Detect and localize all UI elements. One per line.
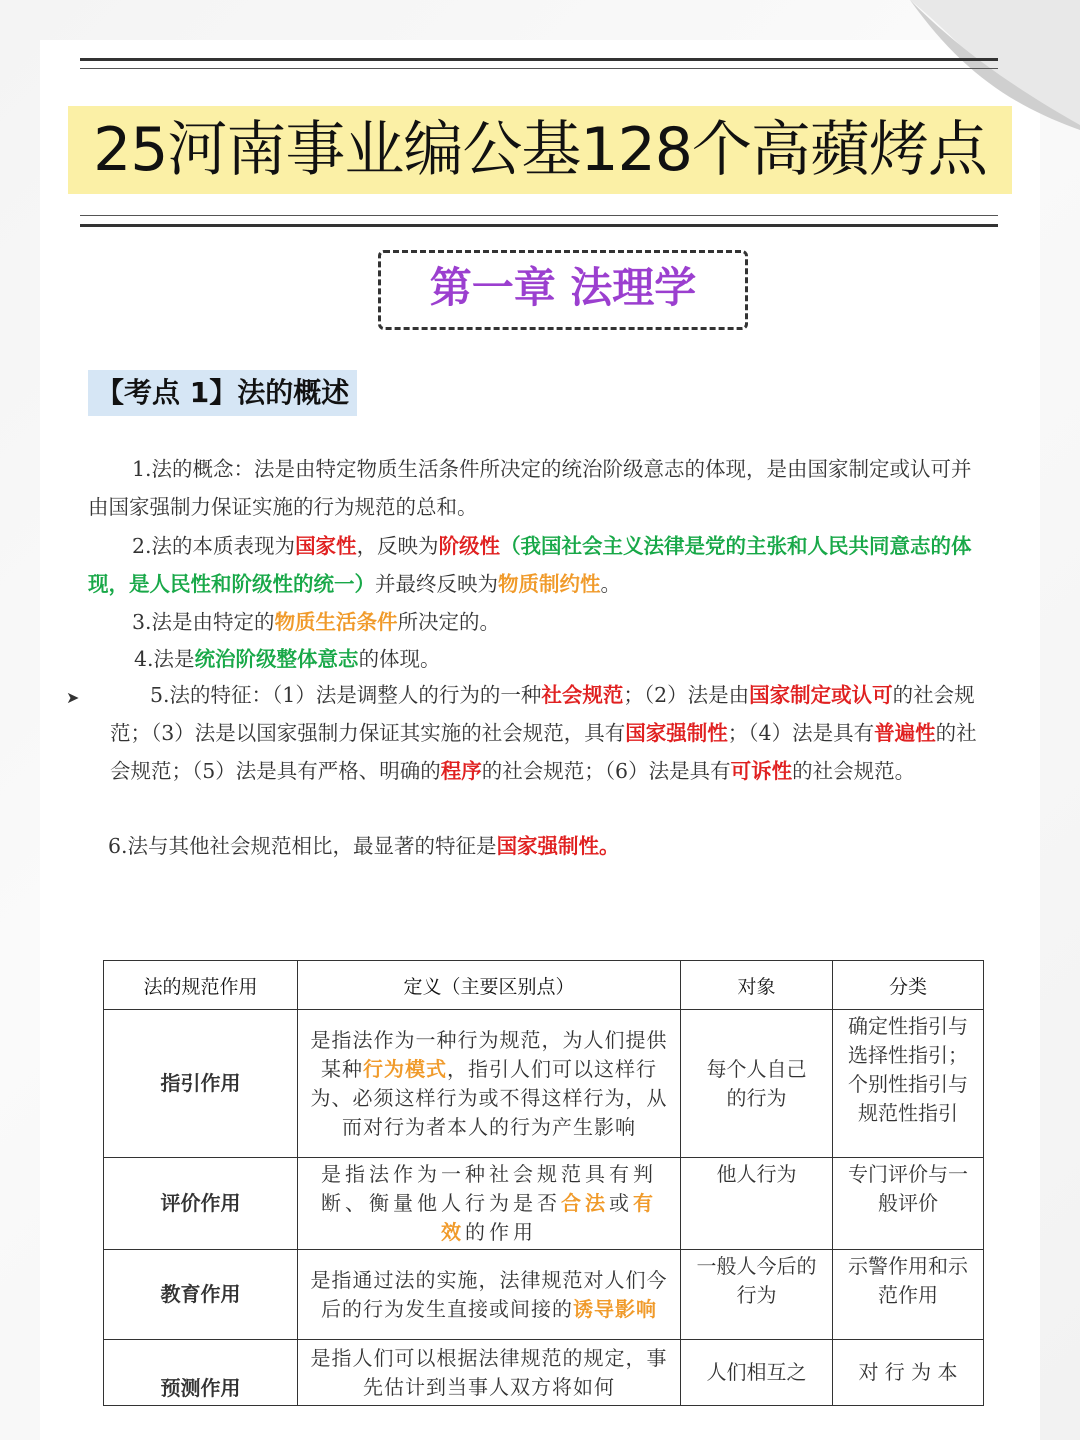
table-row [104, 1340, 984, 1406]
table-cell-object: 他人行为 [681, 1158, 833, 1250]
p2-text: 2.法的本质表现为 [132, 534, 296, 558]
p5-text: ；（2）法是由 [623, 683, 750, 707]
top-rule-thin [80, 68, 998, 69]
table-cell-definition [298, 1010, 681, 1158]
p5-text: 5.法的特征：（1）法是调整人的行为的一种 [150, 683, 542, 707]
paragraph-4 [134, 640, 980, 678]
table-cell-definition [298, 1250, 681, 1340]
definition-text: ，指引人们可以这样行为、必须这样行为或不得这样行为，从而对行为者本人的行为产生影响 [310, 1056, 668, 1139]
table-header-cell: 分类 [833, 961, 984, 1010]
definition-text: 或 [609, 1191, 633, 1215]
table-cell-class: 确定性指引与选择性指引；个别性指引与规范性指引 [833, 1010, 984, 1158]
table-row [104, 1010, 984, 1158]
chapter-heading: 第一章 法理学 [429, 263, 697, 312]
table-cell-object: 一般人今后的行为 [681, 1250, 833, 1340]
top-rule-thick [80, 58, 998, 61]
mid-rule-thick [80, 224, 998, 227]
definition-key: 诱导影响 [573, 1296, 657, 1321]
p2-note: （我国社会主义法律是党的主张和人民共同意志的体现，是人民性和阶级性的统一） [88, 534, 972, 596]
p5-key: 国家强制性 [625, 721, 728, 745]
p5-key: 国家制定或认可 [749, 683, 893, 707]
p4-text: 的体现。 [358, 647, 441, 671]
paragraph-3 [132, 603, 978, 641]
p2-key-nationality: 国家性 [295, 534, 357, 558]
p5-text: ；（4）法是具有 [727, 721, 875, 745]
paragraph-2 [88, 527, 978, 603]
p1-text: 1.法的概念：法是由特定物质生活条件所决定的统治阶级意志的体现，是由国家制定或认可并由国家强制力保证实施的行为规范的总和。 [88, 457, 972, 519]
paragraph-5 [110, 676, 978, 790]
table-row [104, 1158, 984, 1250]
p3-text: 3.法是由特定的 [132, 610, 275, 634]
p2-text: ，反映为 [356, 534, 439, 558]
definition-key: 有效 [441, 1191, 657, 1244]
definition-key: 行为模式 [363, 1056, 447, 1081]
p5-key: 可诉性 [730, 759, 793, 783]
table-cell-class: 专门评价与一般评价 [833, 1158, 984, 1250]
law-function-table [103, 960, 984, 1406]
table-header-cell: 定义（主要区别点） [298, 961, 681, 1010]
definition-key: 合法 [561, 1191, 609, 1215]
paragraph-6 [108, 827, 978, 865]
table-cell-function: 评价作用 [104, 1158, 298, 1250]
table-cell-definition [298, 1158, 681, 1250]
p3-key: 物质生活条件 [274, 610, 398, 634]
page-title: 25河南事业编公基128个高蘋烤点 [93, 115, 987, 185]
p2-key-material: 物质制约性 [498, 572, 601, 596]
table-cell-function: 预测作用 [104, 1340, 298, 1406]
table-row [104, 1250, 984, 1340]
p3-text: 所决定的。 [397, 610, 501, 634]
table-cell-class: 示警作用和示范作用 [833, 1250, 984, 1340]
table-cell-function: 教育作用 [104, 1250, 298, 1340]
p2-text: 并最终反映为 [375, 572, 498, 596]
p5-key: 社会规范 [541, 683, 624, 707]
p5-text: 的社会规范。 [792, 759, 916, 783]
p4-text: 4.法是 [134, 647, 195, 671]
table-cell-object: 每个人自己的行为 [681, 1010, 833, 1158]
bullet-arrow-icon: ➤ [66, 688, 80, 707]
p4-key: 统治阶级整体意志 [194, 647, 359, 671]
p5-key: 程序 [440, 759, 482, 783]
table-cell-class: 对 行 为 本 [833, 1340, 984, 1406]
definition-text: 的作用 [465, 1220, 537, 1244]
definition-text: 是指通过法的实施，法律规范对人们今后的行为发生直接或间接的 [310, 1267, 668, 1321]
definition-text: 是指法作为一种行为规范，为人们提供某种 [310, 1027, 668, 1081]
definition-text: 是指法作为一种社会规范具有判断、衡量他人行为是否 [321, 1162, 657, 1215]
p5-text: 的社会规范；（5）法是具有严格、明确的 [110, 721, 977, 783]
p2-key-class: 阶级性 [438, 534, 501, 558]
p5-text: 的社会规范；（6）法是具有 [481, 759, 731, 783]
section-heading: 【考点 1】法的概述 [88, 370, 357, 416]
table-cell-object: 人们相互之 [681, 1340, 833, 1406]
table-cell-function: 指引作用 [104, 1010, 298, 1158]
table-header-row [104, 961, 984, 1010]
mid-rule-thin [80, 215, 998, 216]
paragraph-1 [88, 450, 978, 526]
p6-key: 国家强制性。 [496, 834, 620, 858]
table-header-cell: 法的规范作用 [104, 961, 298, 1010]
p5-text: 的社会规范；（3）法是以国家强制力保证其实施的社会规范，具有 [110, 683, 975, 745]
table-header-cell: 对象 [681, 961, 833, 1010]
p6-text: 6.法与其他社会规范相比，最显著的特征是 [108, 834, 497, 858]
p5-key: 普遍性 [874, 721, 936, 745]
p2-text: 。 [600, 572, 621, 596]
table-cell-definition: 是指人们可以根据法律规范的规定，事先估计到当事人双方将如何 [298, 1340, 681, 1406]
